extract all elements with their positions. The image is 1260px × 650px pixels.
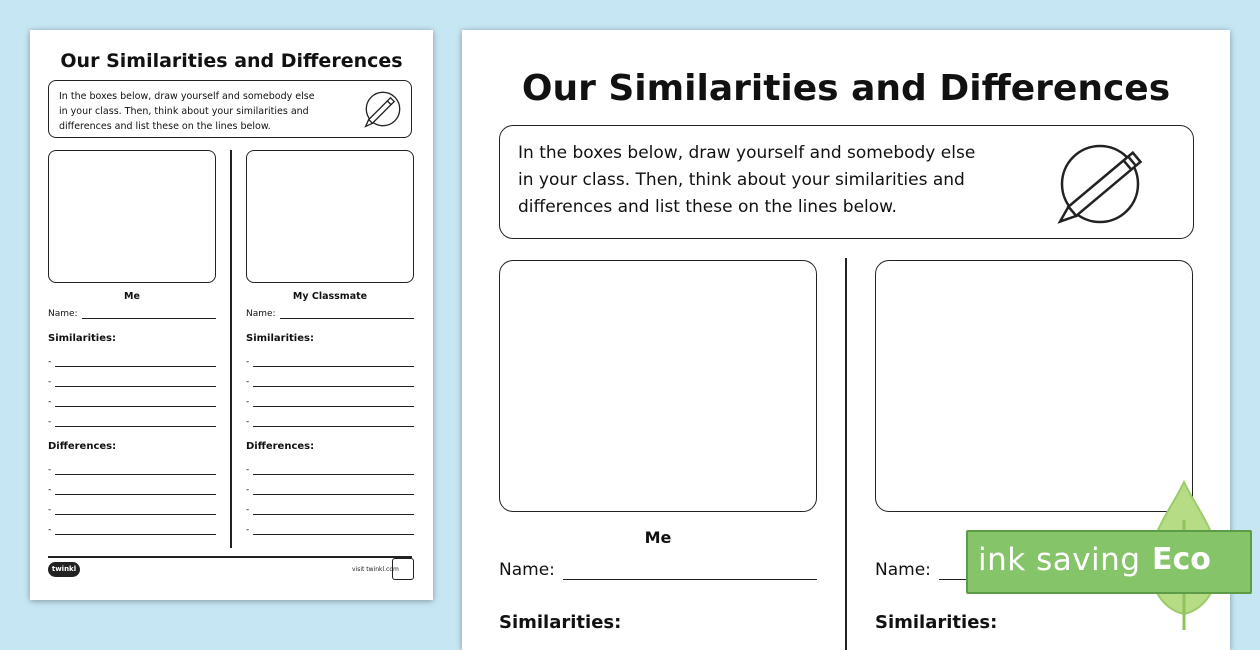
writing-line[interactable]: - [48, 347, 216, 367]
writing-line[interactable]: - [246, 407, 414, 427]
writing-line[interactable]: - [246, 367, 414, 387]
column-divider [230, 150, 232, 548]
eco-text: Eco [1152, 542, 1211, 577]
me-name-field[interactable]: Name: [48, 308, 216, 319]
worksheet-preview-small [30, 30, 433, 600]
writing-line[interactable]: - [246, 515, 414, 535]
writing-line[interactable]: - [246, 347, 414, 367]
writing-line[interactable]: - [48, 455, 216, 475]
footer-divider [48, 556, 412, 558]
writing-line[interactable]: - [246, 387, 414, 407]
me-drawing-box[interactable] [48, 150, 216, 283]
ink-saving-text: ink saving [978, 542, 1141, 578]
me-label: Me [124, 291, 140, 302]
classmate-drawing-box[interactable] [875, 260, 1193, 512]
writing-line[interactable]: - [246, 475, 414, 495]
writing-line[interactable]: - [48, 495, 216, 515]
similarities-heading: Similarities: [499, 612, 622, 633]
similarities-heading: Similarities: [875, 612, 998, 633]
twinkl-logo: twinkl [48, 562, 80, 577]
differences-heading: Differences: [246, 441, 315, 452]
differences-heading: Differences: [48, 441, 117, 452]
instructions-box [499, 125, 1194, 239]
page-title: Our Similarities and Differences [521, 68, 1171, 109]
writing-line[interactable]: - [48, 515, 216, 535]
footer-site-text: visit twinkl.com [352, 566, 399, 573]
instructions-box [48, 80, 412, 138]
writing-line[interactable]: - [48, 387, 216, 407]
me-name-field[interactable]: Name: [499, 558, 817, 580]
ink-saving-eco-badge [964, 480, 1260, 630]
me-drawing-box[interactable] [499, 260, 817, 512]
writing-line[interactable]: - [246, 455, 414, 475]
classmate-drawing-box[interactable] [246, 150, 414, 283]
writing-line[interactable]: - [48, 407, 216, 427]
classmate-label: My Classmate [292, 291, 368, 302]
instructions-text: In the boxes below, draw yourself and somebody else in your class. Then, think about your similarities and differences and list these on the lines below. [59, 91, 315, 132]
classmate-name-field[interactable]: Name: [246, 308, 414, 319]
me-column [48, 150, 216, 535]
writing-line[interactable]: - [48, 475, 216, 495]
quality-badge-icon [392, 558, 414, 580]
pencil-icon [361, 87, 405, 131]
me-label: Me [644, 528, 672, 547]
instructions-text: In the boxes below, draw yourself and somebody else in your class. Then, think about your similarities and differences and list these on the lines below. [518, 143, 976, 217]
classmate-name-field[interactable]: Name: [875, 558, 1193, 580]
similarities-heading: Similarities: [48, 333, 116, 344]
writing-line[interactable]: - [246, 495, 414, 515]
similarities-heading: Similarities: [246, 333, 314, 344]
writing-line[interactable]: - [48, 367, 216, 387]
page-title: Our Similarities and Differences [60, 50, 403, 72]
column-divider [845, 258, 847, 650]
classmate-column [246, 150, 414, 535]
pencil-icon [1056, 140, 1156, 226]
